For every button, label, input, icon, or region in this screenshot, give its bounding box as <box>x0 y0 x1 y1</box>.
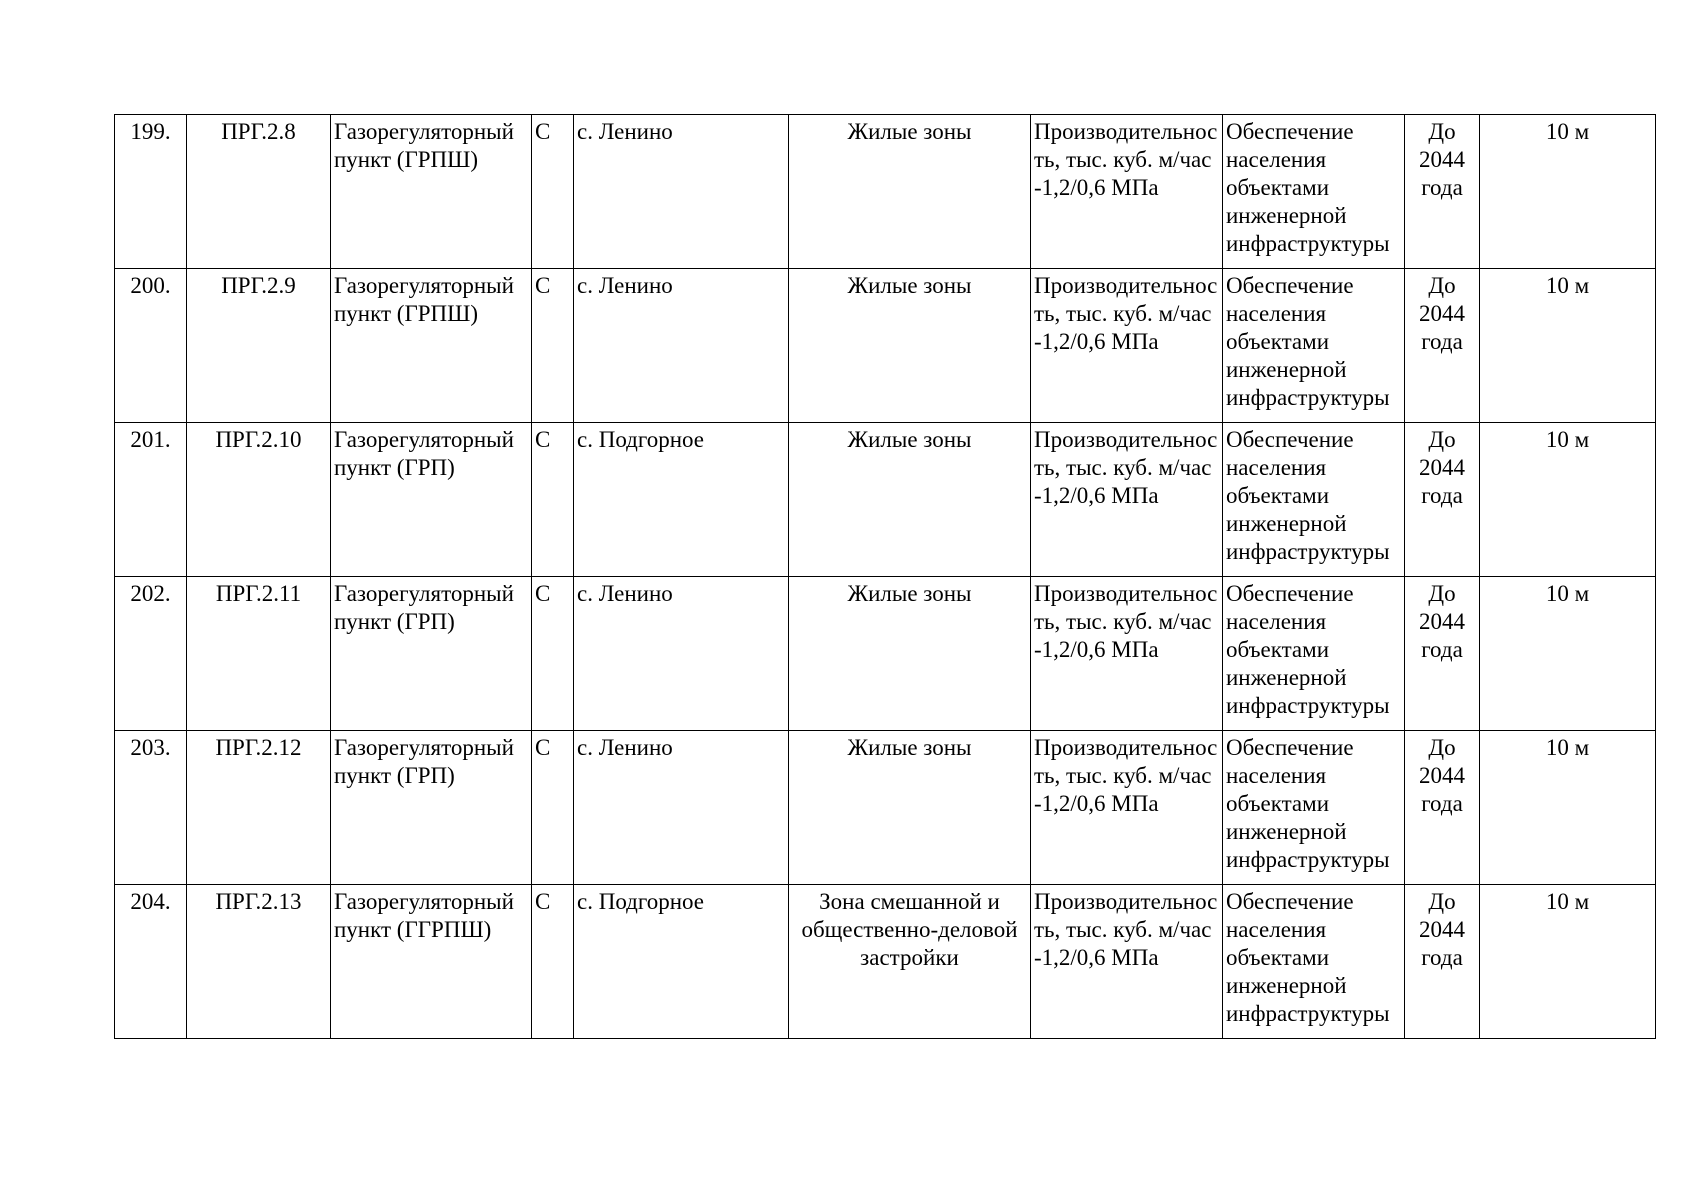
functional-zone-cell: Жилые зоны <box>789 269 1031 423</box>
term-cell: До 2044 года <box>1405 577 1480 731</box>
term-cell: До 2044 года <box>1405 115 1480 269</box>
location-cell: с. Ленино <box>574 577 789 731</box>
protection-zone-cell: 10 м <box>1480 885 1656 1039</box>
row-number-cell: 200. <box>115 269 187 423</box>
object-code-cell: ПРГ.2.13 <box>187 885 331 1039</box>
functional-zone-cell: Зона смешанной и общественно-деловой застройки <box>789 885 1031 1039</box>
object-name-cell: Газорегуляторный пункт (ГРПШ) <box>331 115 532 269</box>
specification-cell: Производительность, тыс. куб. м/час -1,2/0,6 МПа <box>1031 577 1223 731</box>
status-cell: С <box>532 115 574 269</box>
table-row <box>115 423 1656 577</box>
purpose-cell: Обеспечение населения объектами инженерной инфраструктуры <box>1223 885 1405 1039</box>
object-code-cell: ПРГ.2.11 <box>187 577 331 731</box>
purpose-cell: Обеспечение населения объектами инженерной инфраструктуры <box>1223 731 1405 885</box>
purpose-cell: Обеспечение населения объектами инженерной инфраструктуры <box>1223 115 1405 269</box>
location-cell: с. Ленино <box>574 269 789 423</box>
specification-cell: Производительность, тыс. куб. м/час -1,2/0,6 МПа <box>1031 423 1223 577</box>
functional-zone-cell: Жилые зоны <box>789 423 1031 577</box>
specification-cell: Производительность, тыс. куб. м/час -1,2/0,6 МПа <box>1031 731 1223 885</box>
location-cell: с. Ленино <box>574 731 789 885</box>
table-row <box>115 115 1656 269</box>
purpose-cell: Обеспечение населения объектами инженерной инфраструктуры <box>1223 269 1405 423</box>
functional-zone-cell: Жилые зоны <box>789 115 1031 269</box>
specification-cell: Производительность, тыс. куб. м/час -1,2/0,6 МПа <box>1031 269 1223 423</box>
status-cell: С <box>532 731 574 885</box>
object-code-cell: ПРГ.2.10 <box>187 423 331 577</box>
term-cell: До 2044 года <box>1405 731 1480 885</box>
object-name-cell: Газорегуляторный пункт (ГРП) <box>331 731 532 885</box>
row-number-cell: 199. <box>115 115 187 269</box>
protection-zone-cell: 10 м <box>1480 731 1656 885</box>
table-row <box>115 269 1656 423</box>
facilities-table <box>114 114 1656 1039</box>
status-cell: С <box>532 577 574 731</box>
object-code-cell: ПРГ.2.8 <box>187 115 331 269</box>
status-cell: С <box>532 423 574 577</box>
row-number-cell: 202. <box>115 577 187 731</box>
object-code-cell: ПРГ.2.9 <box>187 269 331 423</box>
object-name-cell: Газорегуляторный пункт (ГРП) <box>331 423 532 577</box>
protection-zone-cell: 10 м <box>1480 577 1656 731</box>
functional-zone-cell: Жилые зоны <box>789 731 1031 885</box>
specification-cell: Производительность, тыс. куб. м/час -1,2/0,6 МПа <box>1031 885 1223 1039</box>
purpose-cell: Обеспечение населения объектами инженерной инфраструктуры <box>1223 423 1405 577</box>
table-row <box>115 577 1656 731</box>
object-code-cell: ПРГ.2.12 <box>187 731 331 885</box>
location-cell: с. Подгорное <box>574 885 789 1039</box>
status-cell: С <box>532 269 574 423</box>
purpose-cell: Обеспечение населения объектами инженерной инфраструктуры <box>1223 577 1405 731</box>
object-name-cell: Газорегуляторный пункт (ГГРПШ) <box>331 885 532 1039</box>
object-name-cell: Газорегуляторный пункт (ГРПШ) <box>331 269 532 423</box>
table-row <box>115 885 1656 1039</box>
location-cell: с. Ленино <box>574 115 789 269</box>
table-row <box>115 731 1656 885</box>
protection-zone-cell: 10 м <box>1480 423 1656 577</box>
location-cell: с. Подгорное <box>574 423 789 577</box>
term-cell: До 2044 года <box>1405 269 1480 423</box>
specification-cell: Производительность, тыс. куб. м/час -1,2/0,6 МПа <box>1031 115 1223 269</box>
functional-zone-cell: Жилые зоны <box>789 577 1031 731</box>
row-number-cell: 201. <box>115 423 187 577</box>
object-name-cell: Газорегуляторный пункт (ГРП) <box>331 577 532 731</box>
status-cell: С <box>532 885 574 1039</box>
protection-zone-cell: 10 м <box>1480 269 1656 423</box>
row-number-cell: 204. <box>115 885 187 1039</box>
row-number-cell: 203. <box>115 731 187 885</box>
protection-zone-cell: 10 м <box>1480 115 1656 269</box>
term-cell: До 2044 года <box>1405 423 1480 577</box>
table-body <box>115 115 1656 1039</box>
term-cell: До 2044 года <box>1405 885 1480 1039</box>
